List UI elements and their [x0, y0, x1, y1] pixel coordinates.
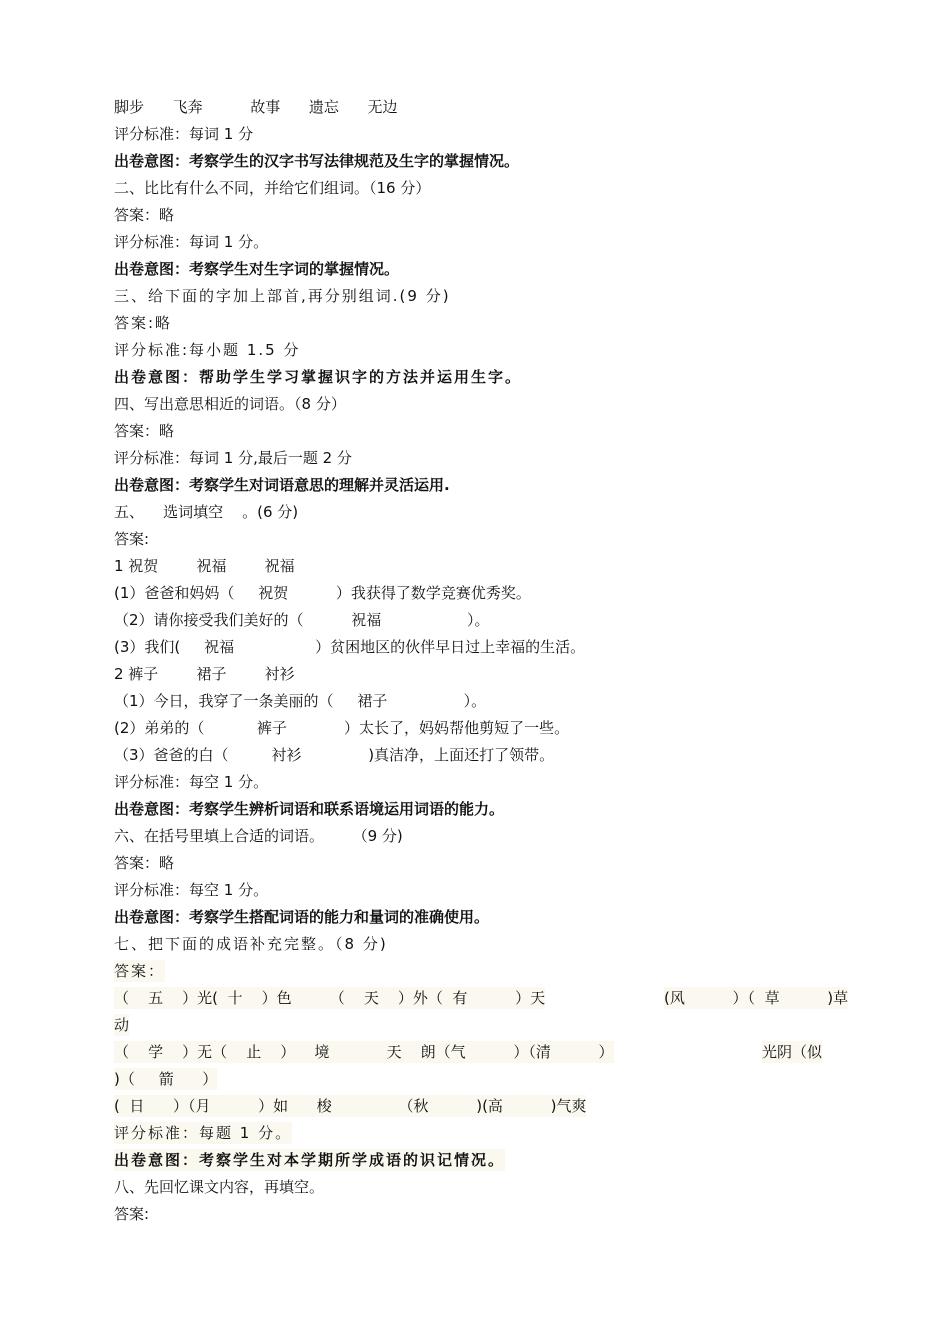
answer-text: 答案： [114, 962, 166, 980]
word-choices: 2 裤子 裙子 衬衫 [114, 665, 295, 683]
answer-text: 答案：略 [114, 206, 175, 224]
intent-text: 出卷意图：考察学生辨析词语和联系语境运用词语的能力。 [114, 800, 505, 818]
scoring-standard: 评分标准：每词 1 分。 [114, 233, 269, 251]
intent-text: 出卷意图：帮助学生学习掌握识字的方法并运用生字。 [114, 368, 523, 386]
section-heading: 四、写出意思相近的词语。（8 分） [114, 395, 346, 413]
idiom-line-tail: 光阴（似 [762, 1043, 823, 1061]
scoring-standard: 评分标准：每词 1 分 [114, 125, 254, 143]
scoring-standard: 评分标准：每词 1 分,最后一题 2 分 [114, 449, 352, 467]
fill-sentence: (3）我们( 祝福 ）贫困地区的伙伴早日过上幸福的生活。 [114, 638, 586, 656]
intent-text: 出卷意图：考察学生对生字词的掌握情况。 [114, 260, 400, 278]
word-choices: 1 祝贺 祝福 祝福 [114, 557, 295, 575]
answer-text: 答案:略 [114, 314, 173, 332]
section-heading: 五、 选词填空 。(6 分) [114, 503, 299, 521]
fill-sentence: (1）爸爸和妈妈（ 祝贺 ）我获得了数学竞赛优秀奖。 [114, 584, 531, 602]
idiom-line: )（ 箭 ） [114, 1070, 218, 1088]
fill-sentence: （1）今日，我穿了一条美丽的（ 裙子 ）。 [114, 692, 487, 710]
fill-sentence: （2）请你接受我们美好的（ 祝福 ）。 [114, 611, 490, 629]
scoring-standard: 评分标准：每空 1 分。 [114, 881, 269, 899]
idiom-line: ( 日 ）（月 ）如 梭 （秋 )(高 )气爽 [114, 1097, 587, 1115]
section-heading: 六、在括号里填上合适的词语。 （9 分) [114, 827, 403, 845]
answer-text: 答案：略 [114, 854, 175, 872]
scoring-standard: 评分标准:每小题 1.5 分 [114, 341, 301, 359]
intent-text: 出卷意图：考察学生的汉字书写法律规范及生字的掌握情况。 [114, 152, 520, 170]
idiom-line: （ 学 ）无（ 止 ） 境 天 朗（气 ）（清 ） [114, 1043, 614, 1061]
answer-text: 答案: [114, 530, 150, 548]
section-heading: 八、先回忆课文内容，再填空。 [114, 1178, 325, 1196]
idiom-line: 动 [114, 1016, 130, 1034]
idiom-line: （ 五 ）光( 十 ）色 （ 天 ）外（ 有 ）天 [114, 989, 546, 1007]
section-heading: 七、把下面的成语补充完整。（8 分) [114, 935, 388, 953]
section-heading: 二、比比有什么不同，并给它们组词。（16 分） [114, 179, 431, 197]
word-list: 脚步 飞奔 故事 遗忘 无边 [114, 98, 398, 116]
idiom-line-tail: (风 ）（ 草 )草 [664, 989, 849, 1007]
fill-sentence: （3）爸爸的白（ 衬衫 )真洁净，上面还打了领带。 [114, 746, 555, 764]
intent-text: 出卷意图：考察学生对本学期所学成语的识记情况。 [114, 1151, 506, 1169]
scoring-standard: 评分标准：每空 1 分。 [114, 773, 269, 791]
intent-text: 出卷意图：考察学生搭配词语的能力和量词的准确使用。 [114, 908, 490, 926]
scoring-standard: 评分标准：每题 1 分。 [114, 1124, 293, 1142]
answer-text: 答案: [114, 1205, 150, 1223]
section-heading: 三、给下面的字加上部首,再分别组词.(9 分) [114, 287, 451, 305]
answer-text: 答案：略 [114, 422, 175, 440]
fill-sentence: (2）弟弟的（ 裤子 ）太长了，妈妈帮他剪短了一些。 [114, 719, 570, 737]
intent-text: 出卷意图：考察学生对词语意思的理解并灵活运用. [114, 476, 450, 494]
